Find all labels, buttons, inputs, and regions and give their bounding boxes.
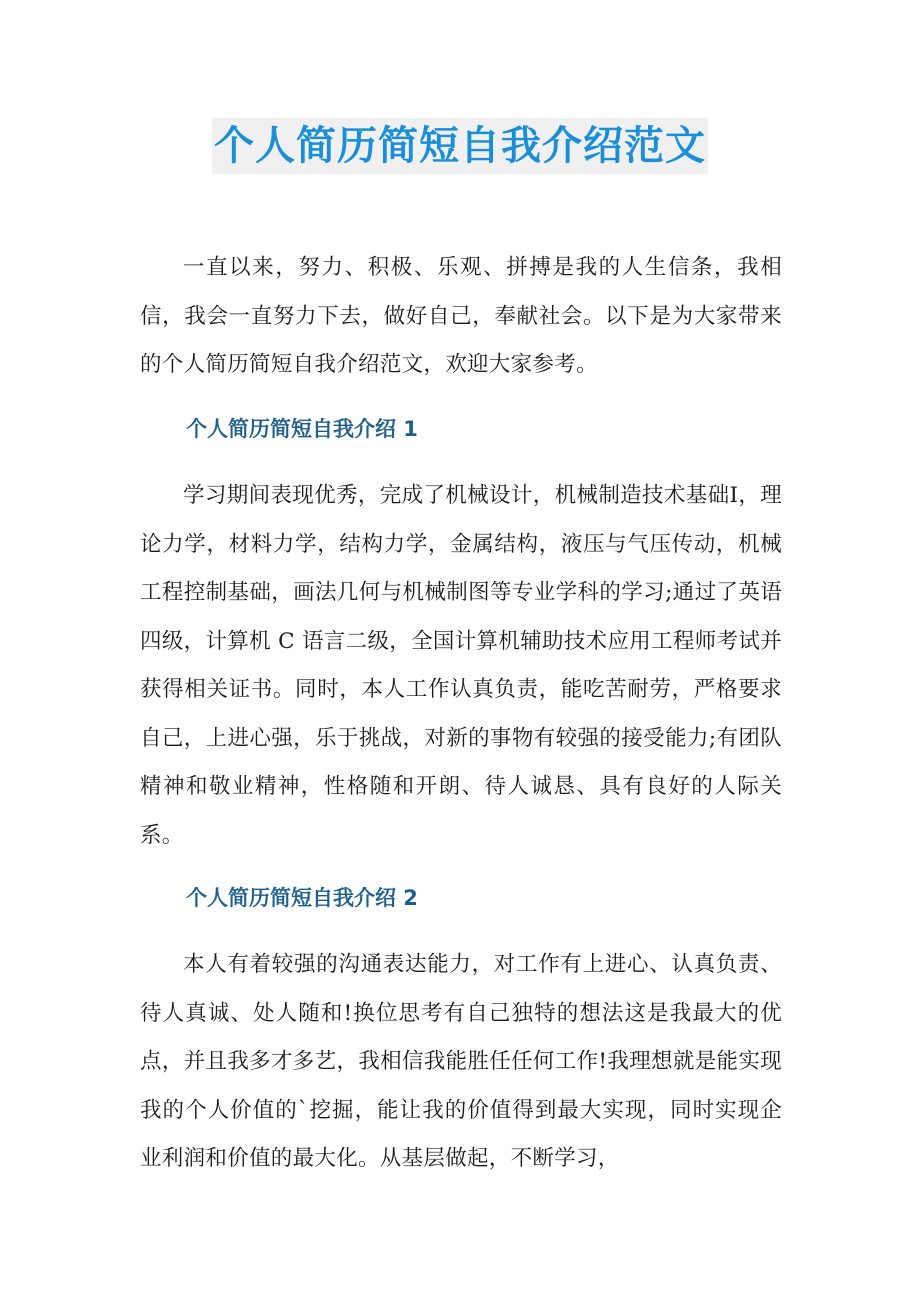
document-title: 个人简历简短自我介绍范文 — [212, 118, 708, 174]
intro-paragraph: 一直以来，努力、积极、乐观、拼搏是我的人生信条，我相信，我会一直努力下去，做好自己，奉献社会。以下是为大家带来的个人简历简短自我介绍范文，欢迎大家参考。 — [140, 255, 782, 377]
section-2-heading: 个人简历简短自我介绍 2 — [186, 886, 418, 910]
title-container — [0, 118, 920, 174]
section-1-body: 学习期间表现优秀，完成了机械设计，机械制造技术基础Ⅰ，理论力学，材料力学，结构力学，金属结构，液压与气压传动，机械工程控制基础，画法几何与机械制图等专业学科的学习;通过了英语四级，计算机 C 语言二级，全国计算机辅助技术应用工程师考试并获得相关证书。同时，本人工作认真负责，能吃苦耐劳，严格要求自己，上进心强，乐于挑战，对新的事物有较强的接受能力;有团队精神和敬业精神，性格随和开朗、待人诚恳、具有良好的人际关系。 — [140, 483, 782, 848]
section-1-heading: 个人简历简短自我介绍 1 — [186, 417, 418, 441]
section-2-body: 本人有着较强的沟通表达能力，对工作有上进心、认真负责、待人真诚、处人随和!换位思考有自己独特的想法这是我最大的优点，并且我多才多艺，我相信我能胜任任何工作!我理想就是能实现我的个人价值的`挖掘，能让我的价值得到最大实现，同时实现企业利润和价值的最大化。从基层做起，不断学习， — [140, 952, 782, 1171]
